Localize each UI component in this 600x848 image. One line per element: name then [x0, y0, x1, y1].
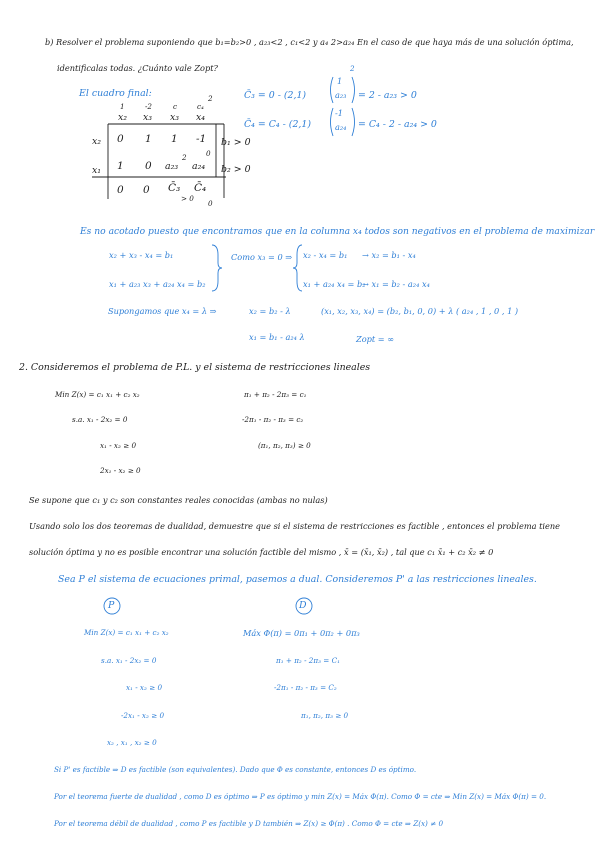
- q2-intro: Sea P el sistema de ecuaciones primal, pasemos a dual. Consideremos P' a las restricciones lineales.: [58, 574, 537, 585]
- tableau-cell: 1: [145, 133, 152, 145]
- reduced-cost: 0: [117, 184, 124, 196]
- param-x2: x₂ = b₂ - λ: [249, 306, 291, 316]
- p-constraint2: x₁ - x₂ ≥ 0: [126, 683, 163, 692]
- tableau-sup: 2: [182, 153, 187, 162]
- reduced-sub: > 0: [181, 194, 194, 203]
- q2-system-nonneg: (π₁, π₂, π₃) ≥ 0: [258, 441, 311, 450]
- var-header-4: x₄: [196, 112, 206, 123]
- tableau-cell: 1: [171, 133, 178, 145]
- c3-formula-rhs: = 2 - a₂₃ > 0: [358, 90, 417, 101]
- primal-label: P: [108, 600, 115, 611]
- tableau-cell: -1: [196, 133, 207, 145]
- partb-line1: b) Resolver el problema suponiendo que b₁=b₂>0 , a₂₃<2 , c₁<2 y a₄ 2>a₂₄ En el caso de que haya más de una solución óptima,: [45, 37, 574, 47]
- q2-heading: 2. Consideremos el problema de P.L. y el sistema de restricciones lineales: [19, 362, 371, 373]
- cost-header-4: c₄: [197, 102, 204, 111]
- conclusion-3: Por el teorema débil de dualidad , como P es factible y D también ⇒ Z(x) ≥ Φ(π) . Como Φ = cte ⇒ Z(x) ≠ 0: [54, 819, 444, 828]
- c4-vector-right-paren: [352, 108, 355, 136]
- c3-vector-top: 1: [337, 76, 343, 86]
- tableau-cell: a₂₄: [192, 161, 206, 172]
- cost-header-3: c: [173, 102, 178, 111]
- tableau-cell: 1: [117, 160, 124, 172]
- d-objective: Máx Φ(π) = 0π₁ + 0π₂ + 0π₃: [243, 628, 360, 638]
- unbounded-note: Es no acotado puesto que encontramos que en la columna x₄ todos son negativos en el problema de maximizar: [80, 226, 595, 237]
- reduced-sub: 0: [208, 199, 213, 208]
- cost-header-sup: 2: [208, 94, 213, 103]
- q2-system-eq2: -2π₁ - π₂ - π₃ = c₂: [242, 415, 304, 424]
- c3-formula-lhs: C̄₃ = 0 - (2,1): [244, 90, 307, 101]
- conclusion-2: Por el teorema fuerte de dualidad , como D es óptimo ⇒ P es óptimo y min Z(x) = Máx Φ(π). Como Φ = cte ⇒ Min Z(x) = Máx Φ(π) = 0.: [54, 792, 547, 801]
- cost-header-1: 1: [120, 102, 125, 111]
- q2-primal-c1: s.a. x₁ - 2x₂ = 0: [72, 415, 128, 424]
- c4-vector-left-paren: [331, 108, 334, 136]
- q2-system-eq1: π₁ + π₂ - 2π₃ = c₁: [244, 390, 307, 399]
- reduced-cost: C̄₃: [168, 182, 181, 194]
- result-left-brace: [293, 245, 302, 291]
- tableau-basis-row2: x₁: [92, 165, 102, 176]
- system-right-brace: [212, 245, 222, 291]
- p-constraint3: -2x₁ - x₂ ≥ 0: [121, 711, 165, 720]
- q2-primal-objective: Min Z(x) = c₁ x₁ + c₂ x₂: [55, 390, 140, 399]
- param-vector: (x₁, x₂, x₃, x₄) = (b₂, b₁, 0, 0) + λ ( a₂₄ , 1 , 0 , 1 ): [321, 306, 519, 316]
- tableau-basis-row1: x₂: [92, 136, 102, 147]
- zopt-value: Zopt = ∞: [356, 334, 395, 344]
- system-right-eq1: x₂ - x₄ = b₁: [303, 250, 348, 260]
- tableau-cell: 0: [145, 160, 152, 172]
- final-table-label: El cuadro final:: [79, 88, 152, 99]
- c4-formula-rhs: = C₄ - 2 - a₂₄ > 0: [358, 119, 437, 130]
- partb-line2: identificalas todas. ¿Cuánto vale Zopt?: [57, 63, 218, 73]
- q2-statement-1: Se supone que c₁ y c₂ son constantes reales conocidas (ambas no nulas): [29, 495, 328, 505]
- cost-header-2: -2: [145, 102, 153, 111]
- dual-label: D: [299, 600, 307, 611]
- param-x1: x₁ = b₁ - a₂₄ λ: [249, 332, 305, 342]
- var-header-3: x₃: [170, 112, 180, 123]
- c3-vector-left-paren: [331, 77, 334, 103]
- system-right-eq2: x₁ + a₂₄ x₄ = b₂: [303, 279, 366, 289]
- c4-vector-top: -1: [335, 108, 343, 118]
- tableau-cell: a₂₃: [165, 161, 179, 172]
- reduced-cost: C̄₄: [194, 182, 207, 194]
- q2-primal-c2: x₁ - x₂ ≥ 0: [100, 441, 137, 450]
- conclusion-1: Si P' es factible ⇒ D es factible (son equivalentes). Dado que Φ es constante, entonces D es óptimo.: [54, 765, 417, 774]
- system-result1: → x₂ = b₁ - x₄: [362, 250, 416, 260]
- tableau-sup: 0: [206, 149, 211, 158]
- p-constraint1: s.a. x₁ - 2x₂ = 0: [101, 656, 157, 665]
- c3-vector-right-paren: [352, 77, 355, 103]
- tableau-rhs-row2: b₂ > 0: [221, 164, 251, 175]
- tableau-cell: 0: [117, 133, 124, 145]
- c4-formula-lhs: C̄₄ = C₄ - (2,1): [244, 119, 312, 130]
- p-nonneg: x₂ , x₁ , x₂ ≥ 0: [107, 738, 157, 747]
- c4-vector-bottom: a₂₄: [335, 122, 347, 132]
- d-constraint1: π₁ + π₂ - 2π₃ = C₁: [276, 656, 340, 665]
- system-result2: → x₁ = b₂ - a₂₄ x₄: [362, 279, 430, 289]
- system-mid: Como x₃ = 0 ⇒: [231, 252, 293, 262]
- tableau-rhs-row1: b₁ > 0: [221, 137, 251, 148]
- var-header-2: x₃: [143, 112, 153, 123]
- reduced-cost: 0: [143, 184, 150, 196]
- d-constraint2: -2π₁ - π₂ - π₃ = C₂: [274, 683, 337, 692]
- c3-vector-bottom: a₂₃: [335, 90, 347, 100]
- q2-statement-3: solución óptima y no es posible encontrar una solución factible del mismo , x̄ = (x̄₁, x̄₂) , tal que c₁ x̄₁ + c₂ x̄₂ ≠ 0: [29, 547, 494, 557]
- system-left-eq2: x₁ + a₂₃ x₃ + a₂₄ x₄ = b₂: [109, 279, 206, 289]
- c-sup: 2: [350, 64, 355, 73]
- system-left-eq1: x₂ + x₃ - x₄ = b₁: [109, 250, 174, 260]
- p-objective: Min Z(x) = c₁ x₁ + c₂ x₂: [84, 628, 169, 637]
- q2-primal-c3: 2x₁ - x₂ ≥ 0: [100, 466, 141, 475]
- d-nonneg: π₁, π₂, π₃ ≥ 0: [301, 711, 349, 720]
- param-suppose: Supongamos que x₄ = λ ⇒: [108, 306, 217, 316]
- q2-statement-2: Usando solo los dos teoremas de dualidad, demuestre que si el sistema de restricciones es factible , entonces el problema tiene: [29, 521, 560, 531]
- var-header-1: x₂: [118, 112, 128, 123]
